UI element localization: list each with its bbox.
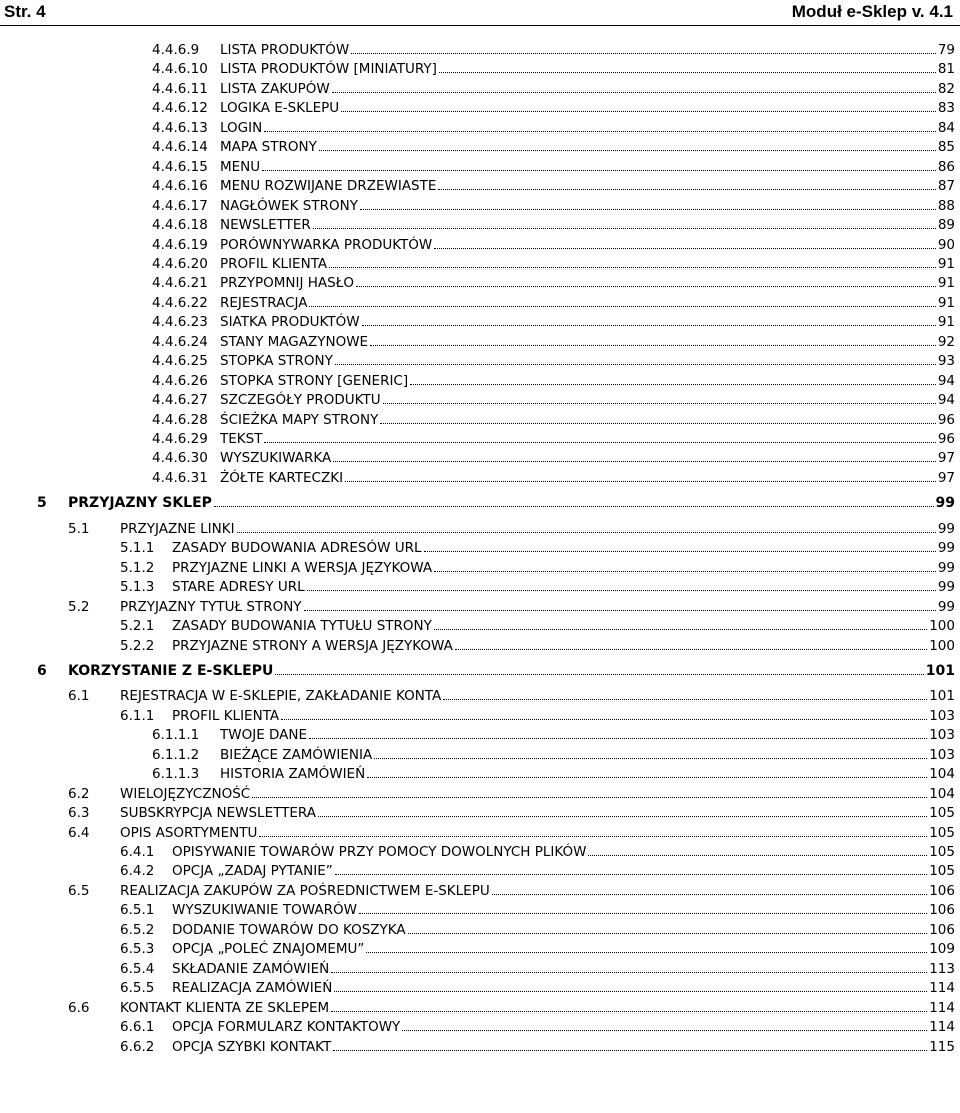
- toc-entry[interactable]: [120, 636, 955, 656]
- toc-entry-title: DODANIE TOWARÓW DO KOSZYKA: [172, 921, 406, 938]
- toc-leader-dots: [434, 235, 936, 249]
- toc-entry[interactable]: [120, 920, 955, 940]
- toc-entry-page: 101: [929, 688, 955, 705]
- toc-entry-number: 5.2.2: [120, 637, 155, 654]
- toc-entry[interactable]: [152, 725, 955, 745]
- toc-entry-page: 100: [929, 618, 955, 635]
- toc-leader-dots: [252, 784, 927, 798]
- toc-entry-title: LOGIN: [220, 119, 263, 136]
- toc-entry[interactable]: [120, 558, 955, 578]
- toc-entry-page: 91: [937, 275, 955, 292]
- toc-leader-dots: [264, 118, 936, 132]
- toc-entry-number: 4.4.6.11: [152, 80, 208, 97]
- toc-entry-title: SIATKA PRODUKTÓW: [220, 314, 360, 331]
- toc-entry-title: REJESTRACJA W E-SKLEPIE, ZAKŁADANIE KONTA: [120, 688, 442, 705]
- toc-entry-number: 6.5.5: [120, 980, 155, 997]
- toc-entry-title: TWOJE DANE: [220, 727, 308, 744]
- toc-entry[interactable]: [68, 597, 955, 617]
- toc-entry-title: PRZYJAZNY TYTUŁ STRONY: [120, 598, 302, 615]
- toc-entry-page: 87: [937, 178, 955, 195]
- toc-entry-title: ZASADY BUDOWANIA TYTUŁU STRONY: [172, 618, 432, 635]
- toc-entry[interactable]: [68, 803, 955, 823]
- toc-entry[interactable]: [152, 468, 955, 488]
- toc-leader-dots: [332, 79, 936, 93]
- toc-entry-page: 99: [937, 559, 955, 576]
- toc-entry-number: 6.5.4: [120, 960, 155, 977]
- toc-entry-page: 114: [929, 1019, 955, 1036]
- toc-entry-title: PORÓWNYWARKA PRODUKTÓW: [220, 236, 433, 253]
- toc-entry-title: REALIZACJA ZAKUPÓW ZA POŚREDNICTWEM E-SKLEPU: [120, 882, 490, 899]
- toc-entry-title: ŚCIEŻKA MAPY STRONY: [220, 411, 379, 428]
- toc-entry-number: 4.4.6.9: [152, 42, 200, 58]
- toc-entry-page: 97: [937, 469, 955, 486]
- toc-leader-dots: [281, 706, 927, 720]
- toc-entry-page: 105: [929, 805, 955, 822]
- toc-entry-number: 6.1.1.3: [152, 766, 200, 783]
- toc-entry-page: 99: [937, 540, 955, 557]
- toc-entry-number: 4.4.6.29: [152, 431, 208, 447]
- toc-entry-title: BIEŻĄCE ZAMÓWIENIA: [220, 746, 373, 763]
- toc-entry-number: 4.4.6.12: [152, 100, 208, 117]
- toc-entry-page: 99: [935, 495, 955, 512]
- page-number-label: Str. 4: [4, 2, 46, 21]
- toc-entry-title: OPCJA „POLEĆ ZNAJOMEMU”: [172, 941, 365, 958]
- toc-entry-number: 4.4.6.17: [152, 197, 208, 214]
- toc-leader-dots: [214, 493, 934, 507]
- toc-entry-number: 6.2: [68, 785, 90, 802]
- toc-entry-number: 4.4.6.30: [152, 450, 208, 467]
- toc-entry-number: 6.4.1: [120, 844, 155, 860]
- toc-entry-title: OPCJA FORMULARZ KONTAKTOWY: [172, 1019, 401, 1036]
- toc-leader-dots: [434, 558, 936, 572]
- toc-leader-dots: [438, 176, 935, 190]
- toc-entry-number: 4.4.6.18: [152, 217, 208, 234]
- toc-entry-number: 4.4.6.20: [152, 255, 208, 272]
- toc-entry[interactable]: [120, 577, 955, 597]
- toc-entry-title: ZASADY BUDOWANIA ADRESÓW URL: [172, 540, 422, 557]
- toc-entry-number: 6.6: [68, 999, 90, 1016]
- toc-entry-page: 84: [937, 119, 955, 136]
- toc-entry-number: 4.4.6.31: [152, 469, 208, 486]
- toc-entry-number: 4.4.6.22: [152, 294, 208, 311]
- toc-leader-dots: [275, 661, 923, 675]
- toc-entry[interactable]: [120, 538, 955, 558]
- toc-entry-title: PRZYJAZNE STRONY A WERSJA JĘZYKOWA: [172, 637, 453, 654]
- toc-leader-dots: [408, 920, 928, 934]
- toc-leader-dots: [362, 312, 936, 326]
- toc-entry[interactable]: [120, 842, 955, 862]
- toc-entry-page: 103: [929, 727, 955, 744]
- toc-entry[interactable]: [152, 176, 955, 196]
- toc-entry-page: 89: [937, 217, 955, 234]
- toc-entry-title: PRZYJAZNE LINKI: [120, 520, 235, 537]
- toc-entry-page: 94: [937, 372, 955, 389]
- toc-leader-dots: [366, 939, 927, 953]
- toc-entry-number: 4.4.6.25: [152, 353, 208, 370]
- toc-entry-number: 6.4.2: [120, 863, 155, 880]
- toc-entry-page: 96: [937, 411, 955, 428]
- toc-entry[interactable]: [68, 784, 955, 804]
- toc-leader-dots: [237, 519, 936, 533]
- toc-entry-number: 6.1.1: [120, 707, 155, 724]
- toc-leader-dots: [402, 1017, 927, 1031]
- toc-entry-page: 106: [929, 882, 955, 899]
- toc-entry-page: 99: [937, 598, 955, 615]
- toc-entry-number: 6.1: [68, 688, 90, 705]
- toc-entry-title: OPISYWANIE TOWARÓW PRZY POMOCY DOWOLNYCH PLIKÓW: [172, 844, 587, 860]
- toc-entry[interactable]: [152, 137, 955, 157]
- toc-leader-dots: [410, 371, 936, 385]
- toc-entry[interactable]: [152, 196, 955, 216]
- toc-entry[interactable]: [120, 978, 955, 998]
- toc-entry-number: 6.4: [68, 824, 90, 841]
- toc-entry[interactable]: [152, 312, 955, 332]
- toc-entry-page: 113: [929, 960, 955, 977]
- toc-entry-number: 6.5.2: [120, 921, 155, 938]
- toc-entry-title: WYSZUKIWARKA: [220, 450, 332, 467]
- toc-entry-page: 99: [937, 520, 955, 537]
- toc-entry[interactable]: [152, 293, 955, 313]
- toc-entry-page: 101: [925, 662, 955, 679]
- toc-entry-page: 91: [937, 255, 955, 272]
- toc-entry-number: 4.4.6.21: [152, 275, 208, 292]
- toc-entry-title: HISTORIA ZAMÓWIEŃ: [220, 766, 366, 783]
- toc-entry-number: 6.5.1: [120, 902, 155, 919]
- toc-entry[interactable]: [120, 706, 955, 726]
- toc-entry[interactable]: [152, 235, 955, 255]
- toc-leader-dots: [443, 686, 927, 700]
- toc-entry-number: 5.2.1: [120, 618, 155, 635]
- toc-leader-dots: [351, 40, 936, 54]
- toc-entry-title: PROFIL KLIENTA: [172, 707, 280, 724]
- toc-leader-dots: [492, 881, 927, 895]
- toc-entry[interactable]: [152, 157, 955, 177]
- toc-entry[interactable]: [68, 686, 955, 706]
- toc-entry-page: 92: [937, 333, 955, 350]
- toc-entry-number: 4.4.6.28: [152, 411, 208, 428]
- toc-leader-dots: [333, 448, 936, 462]
- toc-entry-page: 105: [929, 824, 955, 841]
- toc-entry-number: 6.5: [68, 882, 90, 899]
- toc-entry-title: MENU: [220, 158, 261, 175]
- toc-entry[interactable]: [152, 215, 955, 235]
- toc-entry-number: 4.4.6.19: [152, 236, 208, 253]
- toc-leader-dots: [360, 196, 936, 210]
- toc-entry-page: 114: [929, 999, 955, 1016]
- toc-leader-dots: [309, 293, 935, 307]
- toc-entry-page: 96: [937, 431, 955, 447]
- toc-entry[interactable]: [68, 998, 955, 1018]
- toc-entry-title: KORZYSTANIE Z E-SKLEPU: [68, 662, 274, 679]
- toc-leader-dots: [356, 273, 936, 287]
- toc-entry-page: 91: [937, 314, 955, 331]
- toc-leader-dots: [455, 636, 927, 650]
- toc-entry-page: 83: [937, 100, 955, 117]
- toc-entry-title: PRZYJAZNY SKLEP: [68, 495, 212, 512]
- toc-entry-page: 114: [929, 980, 955, 997]
- toc-entry[interactable]: [152, 98, 955, 118]
- toc-leader-dots: [341, 98, 936, 112]
- toc-entry-page: 94: [937, 392, 955, 409]
- toc-entry-title: REALIZACJA ZAMÓWIEŃ: [172, 980, 333, 997]
- toc-entry[interactable]: [120, 959, 955, 979]
- toc-entry-page: 90: [937, 236, 955, 253]
- toc-leader-dots: [335, 351, 936, 365]
- toc-entry[interactable]: [152, 429, 955, 449]
- toc-entry[interactable]: [152, 59, 955, 79]
- toc-entry-title: STARE ADRESY URL: [172, 579, 305, 596]
- toc-entry[interactable]: [120, 939, 955, 959]
- toc-leader-dots: [259, 823, 927, 837]
- toc-entry-title: LISTA PRODUKTÓW: [220, 42, 350, 58]
- toc-entry-title: OPCJA „ZADAJ PYTANIE”: [172, 863, 333, 880]
- toc-entry-title: SUBSKRYPCJA NEWSLETTERA: [120, 805, 316, 822]
- toc-entry-number: 4.4.6.24: [152, 333, 208, 350]
- toc-entry-title: PRZYPOMNIJ HASŁO: [220, 275, 354, 292]
- toc-entry-title: ŻÓŁTE KARTECZKI: [220, 469, 344, 486]
- toc-entry[interactable]: [68, 881, 955, 901]
- toc-entry-title: OPCJA SZYBKI KONTAKT: [172, 1038, 332, 1055]
- toc-leader-dots: [439, 59, 936, 73]
- toc-entry-page: 103: [929, 707, 955, 724]
- toc-entry[interactable]: [152, 390, 955, 410]
- toc-entry[interactable]: [120, 616, 955, 636]
- toc-leader-dots: [318, 803, 927, 817]
- toc-leader-dots: [329, 254, 936, 268]
- toc-entry[interactable]: [120, 1037, 955, 1057]
- module-version-label: Moduł e-Sklep v. 4.1: [791, 2, 953, 21]
- toc-entry-number: 6: [37, 662, 47, 679]
- toc-leader-dots: [359, 900, 927, 914]
- toc-entry-number: 4.4.6.16: [152, 178, 208, 195]
- toc-entry-page: 115: [929, 1038, 955, 1055]
- toc-entry-page: 105: [929, 863, 955, 880]
- toc-entry-page: 91: [937, 294, 955, 311]
- toc-entry-page: 106: [929, 902, 955, 919]
- toc-entry-title: MENU ROZWIJANE DRZEWIASTE: [220, 178, 437, 195]
- toc-leader-dots: [319, 137, 936, 151]
- toc-entry-number: 4.4.6.26: [152, 372, 208, 389]
- toc-entry-title: WIELOJĘZYCZNOŚĆ: [120, 785, 251, 802]
- toc-entry-title: NAGŁÓWEK STRONY: [220, 197, 358, 214]
- toc-entry[interactable]: [152, 40, 955, 60]
- toc-entry-page: 86: [937, 158, 955, 175]
- toc-entry-title: STOPKA STRONY: [220, 353, 333, 370]
- toc-entry-number: 5.1.3: [120, 579, 155, 596]
- toc-leader-dots: [345, 468, 936, 482]
- toc-entry[interactable]: [152, 79, 955, 99]
- toc-entry-number: 5: [37, 495, 47, 512]
- toc-entry-title: OPIS ASORTYMENTU: [120, 824, 258, 841]
- toc-entry-page: 79: [937, 42, 955, 58]
- toc-entry[interactable]: [37, 493, 955, 513]
- toc-entry[interactable]: [37, 661, 955, 681]
- toc-entry-page: 103: [929, 746, 955, 763]
- toc-leader-dots: [309, 725, 927, 739]
- toc-leader-dots: [334, 978, 927, 992]
- toc-entry[interactable]: [152, 118, 955, 138]
- toc-leader-dots: [333, 1037, 927, 1051]
- toc-entry-number: 4.4.6.15: [152, 158, 208, 175]
- toc-entry[interactable]: [152, 371, 955, 391]
- toc-entry-number: 6.5.3: [120, 941, 155, 958]
- toc-entry-page: 106: [929, 921, 955, 938]
- toc-leader-dots: [424, 538, 936, 552]
- toc-entry-title: LOGIKA E-SKLEPU: [220, 100, 340, 117]
- toc-entry-number: 5.1.2: [120, 559, 155, 576]
- page-header: [0, 0, 960, 26]
- toc-entry-number: 4.4.6.13: [152, 119, 208, 136]
- toc-entry-title: LISTA PRODUKTÓW [MINIATURY]: [220, 61, 437, 78]
- toc-entry-title: REJESTRACJA: [220, 294, 308, 311]
- toc-entry-number: 6.6.1: [120, 1019, 155, 1036]
- toc-entry-title: TEKST: [220, 431, 263, 447]
- toc-entry-number: 6.1.1.1: [152, 727, 200, 744]
- toc-leader-dots: [262, 157, 936, 171]
- toc-entry[interactable]: [68, 823, 955, 843]
- toc-leader-dots: [331, 998, 927, 1012]
- toc-leader-dots: [374, 745, 927, 759]
- toc-entry-number: 5.2: [68, 598, 90, 615]
- toc-entry-title: NEWSLETTER: [220, 217, 311, 234]
- toc-entry-number: 5.1.1: [120, 540, 155, 557]
- toc-entry[interactable]: [120, 1017, 955, 1037]
- toc-leader-dots: [304, 597, 936, 611]
- toc-leader-dots: [335, 861, 927, 875]
- toc-entry-title: KONTAKT KLIENTA ZE SKLEPEM: [120, 999, 330, 1016]
- toc-entry[interactable]: [152, 254, 955, 274]
- toc-entry-page: 104: [929, 766, 955, 783]
- toc-entry-title: STOPKA STRONY [GENERIC]: [220, 372, 409, 389]
- toc-entry-page: 109: [929, 941, 955, 958]
- toc-entry-title: STANY MAGAZYNOWE: [220, 333, 369, 350]
- toc-leader-dots: [367, 764, 927, 778]
- toc-entry[interactable]: [152, 745, 955, 765]
- toc-entry-title: PRZYJAZNE LINKI A WERSJA JĘZYKOWA: [172, 559, 433, 576]
- toc-leader-dots: [588, 842, 927, 856]
- toc-entry-number: 6.1.1.2: [152, 746, 200, 763]
- toc-entry-number: 6.3: [68, 805, 90, 822]
- toc-leader-dots: [434, 616, 927, 630]
- toc-entry-number: 4.4.6.27: [152, 392, 208, 409]
- toc-entry-number: 4.4.6.14: [152, 139, 208, 156]
- toc-entry-number: 6.6.2: [120, 1038, 155, 1055]
- toc-entry[interactable]: [152, 351, 955, 371]
- toc-entry-page: 97: [937, 450, 955, 467]
- toc-entry-page: 100: [929, 637, 955, 654]
- toc-entry[interactable]: [152, 448, 955, 468]
- toc-entry[interactable]: [152, 410, 955, 430]
- toc-entry-title: WYSZUKIWANIE TOWARÓW: [172, 902, 357, 919]
- toc-entry[interactable]: [120, 900, 955, 920]
- toc-entry-page: 105: [929, 844, 955, 860]
- toc-entry[interactable]: [152, 273, 955, 293]
- toc-leader-dots: [313, 215, 936, 229]
- toc-leader-dots: [380, 410, 935, 424]
- toc-entry[interactable]: [152, 332, 955, 352]
- toc-leader-dots: [370, 332, 936, 346]
- toc-entry-page: 93: [937, 353, 955, 370]
- toc-entry-page: 99: [937, 579, 955, 596]
- toc-entry-title: PROFIL KLIENTA: [220, 255, 328, 272]
- toc-entry[interactable]: [68, 519, 955, 539]
- toc-entry-title: SKŁADANIE ZAMÓWIEŃ: [172, 960, 330, 977]
- toc-entry-title: LISTA ZAKUPÓW: [220, 80, 330, 97]
- toc-entry-title: MAPA STRONY: [220, 139, 317, 156]
- toc-entry-title: SZCZEGÓŁY PRODUKTU: [220, 392, 381, 409]
- toc-entry[interactable]: [120, 861, 955, 881]
- toc-leader-dots: [264, 429, 935, 443]
- toc-entry-page: 85: [937, 139, 955, 156]
- toc-leader-dots: [331, 959, 927, 973]
- toc-entry-page: 104: [929, 785, 955, 802]
- toc-entry[interactable]: [152, 764, 955, 784]
- toc-entry-page: 81: [937, 61, 955, 78]
- toc-leader-dots: [383, 390, 936, 404]
- toc-entry-page: 82: [937, 80, 955, 97]
- toc-entry-number: 4.4.6.23: [152, 314, 208, 331]
- toc-entry-page: 88: [937, 197, 955, 214]
- toc-leader-dots: [307, 577, 936, 591]
- toc-entry-number: 4.4.6.10: [152, 61, 208, 78]
- toc-entry-number: 5.1: [68, 520, 90, 537]
